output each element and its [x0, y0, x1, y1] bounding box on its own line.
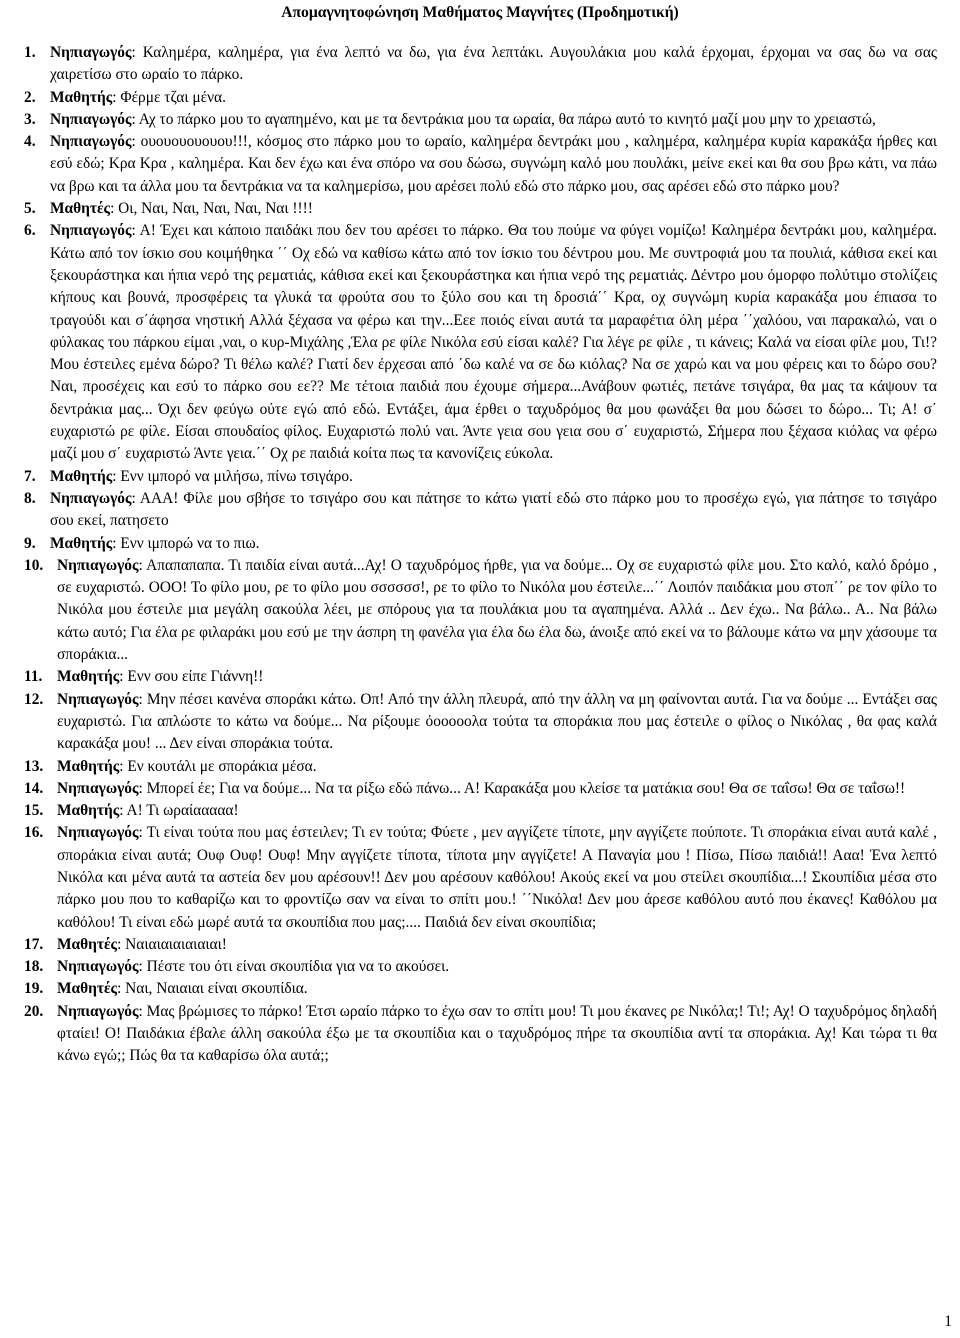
- document-title: Απομαγνητοφώνηση Μαθήματος Μαγνήτες (Προδημοτική): [281, 4, 679, 21]
- utterance-text: : ΑΑΑ! Φίλε μου σβήσε το τσιγάρο σου και πάτησε το κάτω γιατί εδώ στο πάρκο μου το προσέχω εγώ, για πάτησε το τσιγάρο σου εκεί, πατησετο: [50, 489, 937, 530]
- utterance-text: : Μας βρώμισες το πάρκο! Έτσι ωραίο πάρκο το έχω σαν το σπίτι μου! Τι μου έκανες ρε Νικόλα;! Τι!; Αχ! Ο ταχυδρόμος δηλαδή φταίει! Ο! Παιδάκια έβαλε άλλη σακούλα έξω με τα σκουπίδια και ο ταχυδρόμος πήρε τα σκουπίδια αντί τα σποράκια. Αχ! Και τώρα τι θα κάνω εγώ;; Πώς θα τα καθαρίσω όλα αυτά;;: [57, 1002, 937, 1065]
- speaker-name: Νηπιαγωγός: [57, 958, 139, 976]
- utterance-text: : Α! Τι ωραίααααα!: [119, 802, 239, 820]
- utterance-text: : Αχ το πάρκο μου το αγαπημένο, και με τα δεντράκια μου τα ωραία, θα πάρω αυτό το κινητό μαζί μου μην το χρειαστώ,: [131, 110, 876, 128]
- transcript-entry: [24, 42, 937, 87]
- utterance-text: : Πέστε του ότι είναι σκουπίδια για να το ακούσει.: [138, 958, 450, 976]
- entry-number: 19.: [24, 980, 44, 998]
- transcript-entry: [24, 756, 937, 778]
- entry-body: [50, 87, 937, 109]
- transcript-entry: [24, 466, 937, 488]
- entry-body: [57, 956, 937, 978]
- speaker-name: Μαθητής: [50, 534, 113, 552]
- utterance-text: : Ενν ιμπορό να μιλήσω, πίνω τσιγάρο.: [112, 467, 353, 485]
- speaker-name: Νηπιαγωγός: [50, 222, 132, 240]
- speaker-name: Νηπιαγωγός: [57, 1002, 139, 1020]
- page-number: 1: [944, 1313, 952, 1330]
- speaker-name: Νηπιαγωγός: [50, 44, 132, 61]
- speaker-name: Νηπιαγωγός: [57, 690, 139, 708]
- transcript-entry: [24, 800, 937, 822]
- utterance-text: : Μπορεί έε; Για να δούμε... Να τα ρίξω εδώ πάνω... Α! Καρακάξα μου κλείσε τα ματάκια σου! Θα σε ταΐσω! Θα σε ταΐσω!!: [138, 779, 906, 797]
- speaker-name: Μαθητής: [50, 88, 113, 106]
- transcript-entry: [24, 555, 937, 666]
- entry-number: 5.: [24, 200, 36, 218]
- entry-number: 10.: [24, 556, 44, 574]
- entry-body: [57, 934, 937, 956]
- transcript-entry: [24, 689, 937, 756]
- entry-body: [50, 488, 937, 533]
- utterance-text: : Εν κουτάλι με σποράκια μέσα.: [119, 757, 317, 775]
- transcript-entry: [24, 956, 937, 978]
- transcript-entry: [24, 87, 937, 109]
- entry-body: [57, 666, 937, 688]
- entry-body: [50, 220, 937, 465]
- transcript-entry: [24, 488, 937, 533]
- utterance-text: : Ναι, Ναιαιαι είναι σκουπίδια.: [117, 980, 308, 998]
- entry-body: [50, 131, 937, 198]
- entry-number: 17.: [24, 935, 44, 953]
- speaker-name: Νηπιαγωγός: [57, 556, 139, 574]
- transcript-entry: [24, 666, 937, 688]
- transcript-entry: [24, 533, 937, 555]
- entry-number: 3.: [24, 110, 36, 128]
- speaker-name: Νηπιαγωγός: [57, 779, 139, 797]
- utterance-text: : Φέρμε τζαι μένα.: [112, 88, 226, 106]
- transcript-entry: [24, 934, 937, 956]
- entry-body: [57, 689, 937, 756]
- speaker-name: Μαθητές: [57, 980, 118, 998]
- entry-body: [50, 533, 937, 555]
- speaker-name: Νηπιαγωγός: [50, 133, 132, 151]
- entry-number: 13.: [24, 757, 44, 775]
- speaker-name: Μαθητής: [57, 668, 120, 686]
- speaker-name: Μαθητής: [50, 467, 113, 485]
- utterance-text: : Ενν σου είπε Γιάννη!!: [119, 668, 264, 686]
- entry-body: [57, 822, 937, 933]
- entry-number: 15.: [24, 802, 44, 820]
- utterance-text: : Ενν ιμπορώ να το πιω.: [112, 534, 260, 552]
- speaker-name: Νηπιαγωγός: [57, 824, 139, 842]
- speaker-name: Νηπιαγωγός: [50, 489, 132, 507]
- transcript-entry: [24, 778, 937, 800]
- utterance-text: : Ναιαιαιαιαιαιαι!: [117, 935, 227, 953]
- speaker-name: Μαθητές: [57, 935, 118, 953]
- speaker-name: Μαθητής: [57, 802, 120, 820]
- entry-number: 2.: [24, 88, 36, 106]
- speaker-name: Μαθητής: [57, 757, 120, 775]
- entry-body: [50, 109, 937, 131]
- entry-number: 6.: [24, 222, 36, 240]
- entry-body: [57, 1001, 937, 1068]
- utterance-text: : Μην πέσει κανένα σποράκι κάτω. Οπ! Από την άλλη πλευρά, από την άλλη να μη φαίνονται αυτά. Για να δούμε ... Εντάξει σας ευχαριστώ. Για απλώστε το κάτω να δούμε... Να ρίξουμε όοοοοολα τούτα τα σποράκια που μας έστειλε ο φίλος ο Νικόλας , θα φας καλά καρακάξα μου! ... Δεν είναι σποράκια τούτα.: [57, 690, 937, 753]
- entry-number: 1.: [24, 44, 36, 61]
- entry-number: 18.: [24, 958, 44, 976]
- entry-number: 14.: [24, 779, 44, 797]
- utterance-text: : Καλημέρα, καλημέρα, για ένα λεπτό να δω, για ένα λεπτάκι. Αυγουλάκια μου καλά έρχομαι, έρχομαι να σας δω να σας χαιρετίσω στο ωραίο το πάρκο.: [50, 44, 937, 84]
- entry-body: [57, 778, 937, 800]
- entry-body: [50, 42, 937, 87]
- transcript-entry: [24, 131, 937, 198]
- transcript-entry: [24, 1001, 937, 1068]
- entry-number: 9.: [24, 534, 36, 552]
- speaker-name: Νηπιαγωγός: [50, 110, 132, 128]
- utterance-text: : Τι είναι τούτα που μας έστειλεν; Τι εν τούτα; Φύετε , μεν αγγίζετε τίποτε, μην αγγίζετε πούποτε. Τι σποράκια είναι αυτά καλέ , σποράκια είναι αυτά; Ουφ Ουφ! Ουφ! Μην αγγίζετε τίποτα, τίποτα μην αγγίζετε! Α Παναγία μου ! Πίσω, Πίσω παιδιά!! Ααα! Ένα λεπτό Νικόλα και μένα αυτά τα αστεία δεν μου αρέσουν!! Δεν μου αρέσουν καθόλου! Ακούς εκεί να μου στείλει σκουπίδια...! Σκουπίδια μέσα στο πάρκο μου που το καθαρίζω και το φροντίζω σαν να είναι το σπίτι μου.! ΄΄Νικόλα! Δεν μου άρεσε καθόλου αυτό που έκανες! Καθόλου μα καθόλου! Τι είναι εδώ μωρέ αυτά τα σκουπίδια που μας;.... Παιδιά δεν είναι σκουπίδια;: [57, 824, 937, 931]
- entry-number: 12.: [24, 690, 44, 708]
- utterance-text: : Α! Έχει και κάποιο παιδάκι που δεν του αρέσει το πάρκο. Θα του πούμε να φύγει νομίζω! Καλημέρα δεντράκι μου, καλημέρα. Κάτω από τον ίσκιο σου κοιμήθηκα ΄΄ Οχ εδώ να καθίσω κάτω από τον ίσκιο του δέντρου μου. Με συντροφιά μου τα πουλιά, κάθισα εκεί και ξεκουράστηκα και ήπια νερό της ρεματιάς, κάθισα εκεί και ξεκουράστηκα και ήπια νερό της ρεματιάς. Δέντρο μου όμορφο πολύτιμο στολίζεις κήπους και βουνά, προσφέρεις τα γλυκά τα φρούτα σου το ξύλο σου και τη δροσιά΄΄ Κρα, οχ συγνώμη κυρία καρακάξα μου έπιασα το τραγούδι και σ΄άφησα νηστική Αλλά ξέχασα να φέρω και την...Εεε ποιός είναι αυτά τα μαραφέτια όλη μέρα ΄΄χαλόου, ναι παρακαλώ, ναι ο φύλακας του πάρκου είμαι ,ναι, ο κυρ-Μιχάλης ,Έλα ρε φίλε Νικόλα εσύ είσαι καλέ? Για λέγε ρε φίλε , τι κάνεις; Καλά να είσαι φίλε μου, Τι!? Μου έστειλες εμένα δώρο? Τι θέλω καλέ? Γιατί δεν έρχεσαι από ΄δω καλέ να σε δω κιόλας? Να σε χαρώ και να μου φέρεις και το δώρο σου? Ναι, προσέχεις και εσύ το πάρκο σου εε?? Με τέτοια παιδιά που έχουμε σήμερα...Ανάβουν φωτιές, πετάνε τσιγάρα, θα μας τα κάψουν τα δεντράκια μας... Όχι δεν φεύγω ούτε εγώ από εδώ. Εντάξει, άμα έρθει ο ταχυδρόμος θα μου φωνάξει θα μου δώσει το δώρο... Τι; Α! σ΄ ευχαριστώ ρε φίλε. Είσαι σπουδαίος φίλος. Ευχαριστώ πολύ ναι. Άντε γεια σου γεια σου σ΄ ευχαριστώ, Σήμερα που ξέχασα κιόλας να φέρω μαζί μου σ΄ ευχαριστώ Άντε γεια.΄΄ Οχ ρε παιδιά κοίτα πως τα κανονίζεις εύκολα.: [50, 222, 937, 463]
- transcript-entry: [24, 978, 937, 1000]
- entry-body: [57, 800, 937, 822]
- utterance-text: : Οι, Ναι, Ναι, Ναι, Ναι, Ναι !!!!: [110, 200, 313, 218]
- entry-body: [57, 978, 937, 1000]
- entry-number: 8.: [24, 489, 36, 507]
- transcript-body: [24, 42, 937, 1068]
- entry-number: 11.: [24, 668, 43, 686]
- entry-body: [57, 756, 937, 778]
- transcript-entry: [24, 822, 937, 933]
- transcript-entry: [24, 198, 937, 220]
- entry-body: [50, 466, 937, 488]
- entry-body: [50, 198, 937, 220]
- entry-number: 7.: [24, 467, 36, 485]
- utterance-text: : Απαπαπαπα. Τι παιδία είναι αυτά...Αχ! Ο ταχυδρόμος ήρθε, για να δούμε... Οχ σε ευχαριστώ φίλε μου. Στο καλό, καλό δρόμο , σε ευχαριστώ. ΟΟΟ! Το φίλο μου, ρε το φίλο μου σσσσσσ!, ρε το φίλο το Νικόλα μου έστειλε...΄΄ Λοιπόν παιδάκια μου στοπ΄΄ ρε τον φίλο το Νικόλα μου έστειλε μια μεγάλη σακούλα λέει, με σπόρους για τα πουλάκια μου τα αγαπημένα. Αλλά .. Δεν έχω.. Να βάλω.. Α.. Να βάλω κάτω αυτό; Για έλα ρε φιλαράκι μου εσύ με την άσπρη τη φανέλα για έλα δω έλα δω, άνοιξε από εκεί να το βάλουμε κάτω να μην χάσουμε τα σποράκια...: [57, 556, 937, 664]
- entry-number: 4.: [24, 133, 36, 151]
- entry-number: 16.: [24, 824, 44, 842]
- entry-body: [57, 555, 937, 666]
- entry-number: 20.: [24, 1002, 44, 1020]
- transcript-entry: [24, 220, 937, 465]
- transcript-entry: [24, 109, 937, 131]
- speaker-name: Μαθητές: [50, 200, 111, 218]
- utterance-text: : ουουουουουου!!!, κόσμος στο πάρκο μου το ωραίο, καλημέρα δεντράκι μου , καλημέρα, καλημέρα κυρία καρακάξα ήρθες και εσύ εδώ; Κρα Κρα , καλημέρα. Και δεν έχω και ένα σπόρο να σου δώσω, συγνώμη καλό μου πουλάκι, μείνε εκεί και θα σου βρω κάτι, να πάω να βρω και τα άλλα μου τα δεντράκια να τα καλημερίσω, μου αρέσει πολύ εδώ στο πάρκο μου, σας αρέσει εδώ στο πάρκο μου?: [50, 133, 937, 195]
